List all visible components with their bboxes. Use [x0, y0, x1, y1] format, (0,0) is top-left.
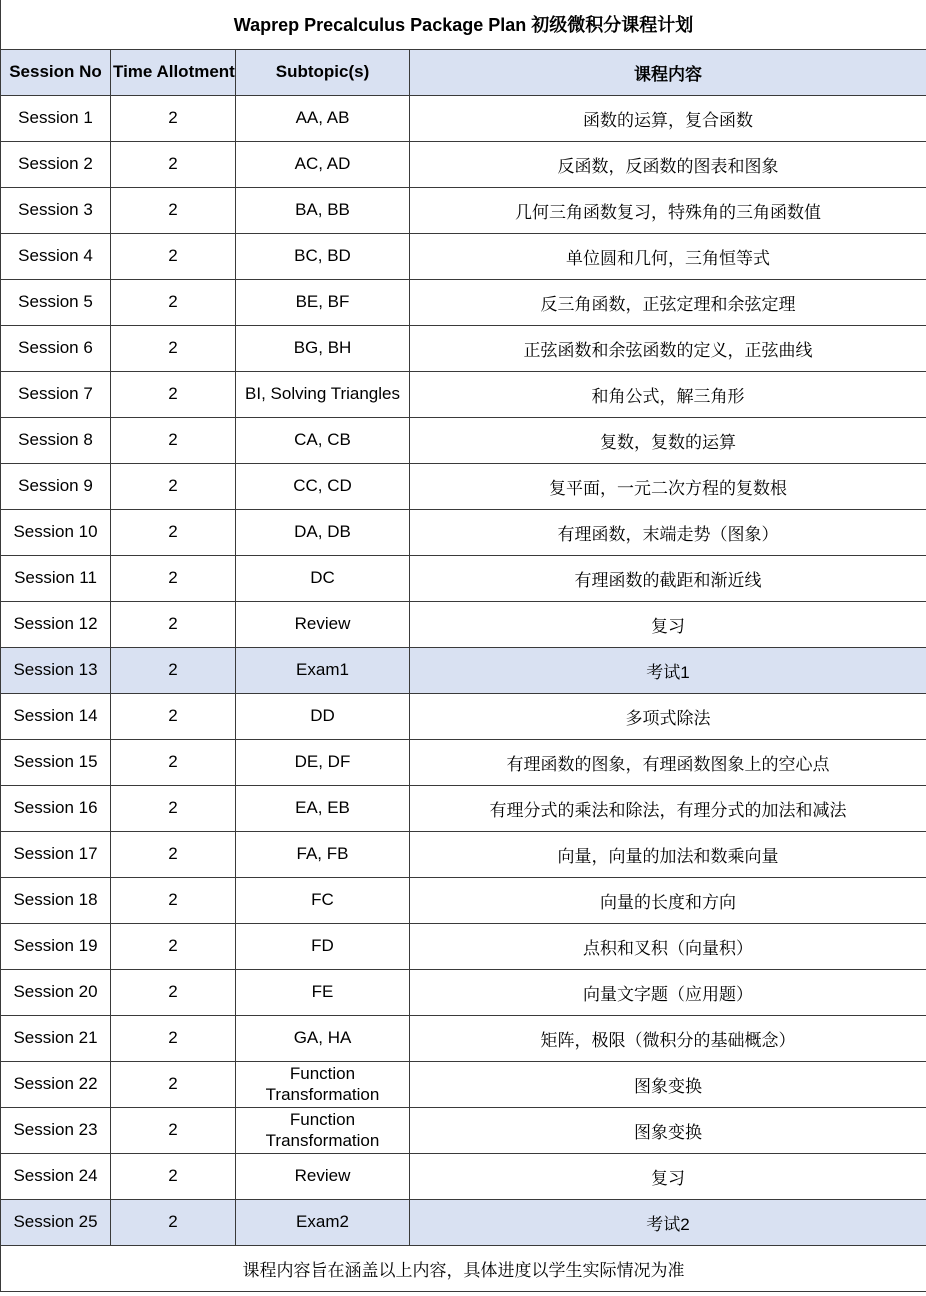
time-allotment-cell: 2	[111, 555, 236, 601]
footer-note: 课程内容旨在涵盖以上内容，具体进度以学生实际情况为准	[1, 1245, 926, 1291]
course-content-cell: 有理函数的截距和渐近线	[410, 555, 926, 601]
table-row	[1, 877, 926, 923]
subtopic-cell: Review	[236, 1153, 410, 1199]
session-cell: Session 9	[1, 463, 111, 509]
time-allotment-cell: 2	[111, 785, 236, 831]
table-row	[1, 1061, 926, 1107]
session-cell: Session 18	[1, 877, 111, 923]
table-row	[1, 1199, 926, 1245]
table-row	[1, 509, 926, 555]
time-allotment-cell: 2	[111, 187, 236, 233]
subtopic-cell: BA, BB	[236, 187, 410, 233]
course-content-cell: 向量，向量的加法和数乘向量	[410, 831, 926, 877]
time-allotment-cell: 2	[111, 1061, 236, 1107]
subtopic-cell: FC	[236, 877, 410, 923]
table-row	[1, 647, 926, 693]
course-content-cell: 有理函数的图象，有理函数图象上的空心点	[410, 739, 926, 785]
table-row	[1, 601, 926, 647]
session-cell: Session 21	[1, 1015, 111, 1061]
time-allotment-cell: 2	[111, 969, 236, 1015]
subtopic-cell: BC, BD	[236, 233, 410, 279]
session-cell: Session 2	[1, 141, 111, 187]
time-allotment-cell: 2	[111, 739, 236, 785]
course-content-cell: 和角公式，解三角形	[410, 371, 926, 417]
table-title: Waprep Precalculus Package Plan 初级微积分课程计划	[1, 0, 926, 49]
session-cell: Session 8	[1, 417, 111, 463]
time-allotment-cell: 2	[111, 279, 236, 325]
time-allotment-cell: 2	[111, 141, 236, 187]
time-allotment-cell: 2	[111, 1199, 236, 1245]
subtopic-cell: FD	[236, 923, 410, 969]
course-content-cell: 考试2	[410, 1199, 926, 1245]
session-cell: Session 25	[1, 1199, 111, 1245]
course-content-cell: 点积和叉积（向量积）	[410, 923, 926, 969]
time-allotment-cell: 2	[111, 417, 236, 463]
time-allotment-cell: 2	[111, 831, 236, 877]
table-row	[1, 417, 926, 463]
table-row	[1, 371, 926, 417]
table-row	[1, 1153, 926, 1199]
course-content-cell: 复习	[410, 601, 926, 647]
session-cell: Session 19	[1, 923, 111, 969]
table-row	[1, 279, 926, 325]
subtopic-cell: FE	[236, 969, 410, 1015]
subtopic-cell: DD	[236, 693, 410, 739]
title-row	[1, 0, 926, 49]
header-session: Session No	[1, 49, 111, 95]
course-content-cell: 单位圆和几何，三角恒等式	[410, 233, 926, 279]
time-allotment-cell: 2	[111, 95, 236, 141]
session-cell: Session 24	[1, 1153, 111, 1199]
footer-row	[1, 1245, 926, 1291]
session-cell: Session 14	[1, 693, 111, 739]
subtopic-cell: Function Transformation	[236, 1107, 410, 1153]
session-cell: Session 4	[1, 233, 111, 279]
time-allotment-cell: 2	[111, 463, 236, 509]
time-allotment-cell: 2	[111, 371, 236, 417]
time-allotment-cell: 2	[111, 233, 236, 279]
course-content-cell: 图象变换	[410, 1107, 926, 1153]
session-cell: Session 7	[1, 371, 111, 417]
subtopic-cell: AA, AB	[236, 95, 410, 141]
course-content-cell: 向量文字题（应用题）	[410, 969, 926, 1015]
course-content-cell: 考试1	[410, 647, 926, 693]
table-row	[1, 325, 926, 371]
course-content-cell: 向量的长度和方向	[410, 877, 926, 923]
subtopic-cell: BI, Solving Triangles	[236, 371, 410, 417]
subtopic-cell: BG, BH	[236, 325, 410, 371]
course-content-cell: 图象变换	[410, 1061, 926, 1107]
table-row	[1, 233, 926, 279]
time-allotment-cell: 2	[111, 923, 236, 969]
session-cell: Session 10	[1, 509, 111, 555]
table-row	[1, 555, 926, 601]
header-time-allotment: Time Allotment	[111, 49, 236, 95]
subtopic-cell: BE, BF	[236, 279, 410, 325]
subtopic-cell: Exam1	[236, 647, 410, 693]
time-allotment-cell: 2	[111, 601, 236, 647]
course-content-cell: 几何三角函数复习，特殊角的三角函数值	[410, 187, 926, 233]
table-row	[1, 1107, 926, 1153]
course-content-cell: 有理分式的乘法和除法，有理分式的加法和减法	[410, 785, 926, 831]
time-allotment-cell: 2	[111, 693, 236, 739]
table-row	[1, 463, 926, 509]
table-row	[1, 1015, 926, 1061]
course-content-cell: 复数，复数的运算	[410, 417, 926, 463]
subtopic-cell: DE, DF	[236, 739, 410, 785]
session-cell: Session 22	[1, 1061, 111, 1107]
session-cell: Session 11	[1, 555, 111, 601]
table-row	[1, 95, 926, 141]
course-content-cell: 反函数，反函数的图表和图象	[410, 141, 926, 187]
header-course-content: 课程内容	[410, 49, 926, 95]
header-row	[1, 49, 926, 95]
subtopic-cell: FA, FB	[236, 831, 410, 877]
time-allotment-cell: 2	[111, 325, 236, 371]
session-cell: Session 6	[1, 325, 111, 371]
session-cell: Session 13	[1, 647, 111, 693]
course-content-cell: 复习	[410, 1153, 926, 1199]
subtopic-cell: Function Transformation	[236, 1061, 410, 1107]
table-row	[1, 187, 926, 233]
session-cell: Session 12	[1, 601, 111, 647]
time-allotment-cell: 2	[111, 877, 236, 923]
time-allotment-cell: 2	[111, 1015, 236, 1061]
subtopic-cell: CC, CD	[236, 463, 410, 509]
time-allotment-cell: 2	[111, 1153, 236, 1199]
session-cell: Session 3	[1, 187, 111, 233]
table-row	[1, 693, 926, 739]
table-row	[1, 831, 926, 877]
subtopic-cell: CA, CB	[236, 417, 410, 463]
course-content-cell: 复平面，一元二次方程的复数根	[410, 463, 926, 509]
course-content-cell: 多项式除法	[410, 693, 926, 739]
table-row	[1, 969, 926, 1015]
course-content-cell: 正弦函数和余弦函数的定义，正弦曲线	[410, 325, 926, 371]
session-cell: Session 5	[1, 279, 111, 325]
session-cell: Session 16	[1, 785, 111, 831]
table-row	[1, 141, 926, 187]
subtopic-cell: Review	[236, 601, 410, 647]
course-content-cell: 有理函数，末端走势（图象）	[410, 509, 926, 555]
table-row	[1, 923, 926, 969]
session-cell: Session 17	[1, 831, 111, 877]
subtopic-cell: DA, DB	[236, 509, 410, 555]
subtopic-cell: DC	[236, 555, 410, 601]
session-cell: Session 23	[1, 1107, 111, 1153]
time-allotment-cell: 2	[111, 509, 236, 555]
time-allotment-cell: 2	[111, 647, 236, 693]
table-row	[1, 785, 926, 831]
session-cell: Session 1	[1, 95, 111, 141]
session-cell: Session 15	[1, 739, 111, 785]
subtopic-cell: EA, EB	[236, 785, 410, 831]
subtopic-cell: AC, AD	[236, 141, 410, 187]
session-cell: Session 20	[1, 969, 111, 1015]
course-content-cell: 函数的运算，复合函数	[410, 95, 926, 141]
subtopic-cell: GA, HA	[236, 1015, 410, 1061]
table-row	[1, 739, 926, 785]
course-content-cell: 矩阵，极限（微积分的基础概念）	[410, 1015, 926, 1061]
header-subtopics: Subtopic(s)	[236, 49, 410, 95]
course-content-cell: 反三角函数，正弦定理和余弦定理	[410, 279, 926, 325]
subtopic-cell: Exam2	[236, 1199, 410, 1245]
time-allotment-cell: 2	[111, 1107, 236, 1153]
